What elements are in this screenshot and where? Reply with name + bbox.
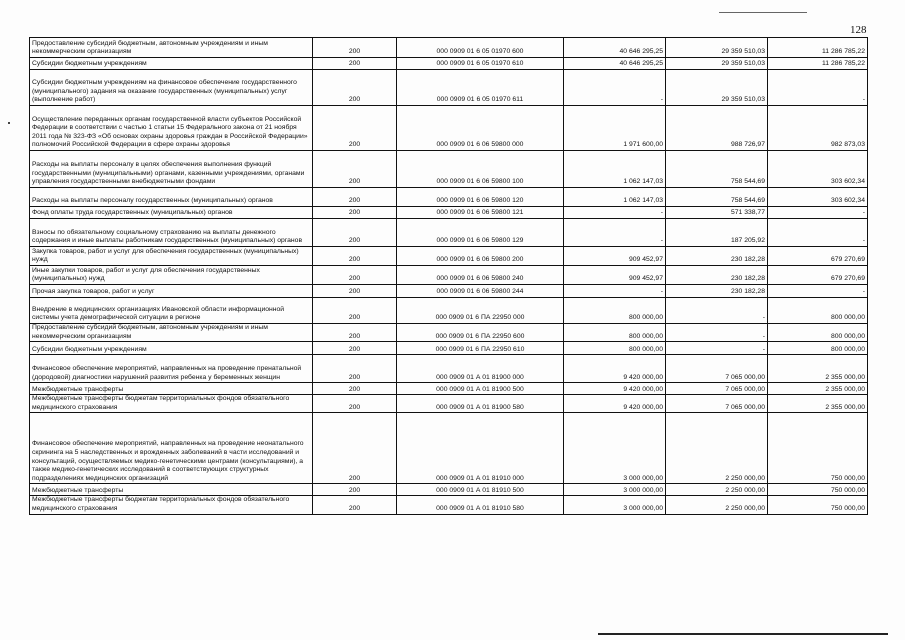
executed-amount: 187 205,92	[666, 219, 768, 247]
dept-code: 200	[313, 266, 397, 285]
executed-amount: 2 250 000,00	[666, 413, 768, 484]
row-name: Взносы по обязательному социальному страхованию на выплаты денежного содержания и иные выплаты работникам государственных (муниципальных) органов	[30, 219, 313, 247]
remaining-amount: -	[768, 207, 868, 219]
budget-code: 000 0909 01 6 ПА 22950 000	[397, 298, 564, 324]
table-row	[30, 38, 868, 58]
approved-amount: 40 646 295,25	[564, 58, 666, 70]
budget-code: 000 0909 01 6 06 59800 100	[397, 151, 564, 188]
row-name: Субсидии бюджетным учреждениям	[30, 58, 313, 70]
dept-code: 200	[313, 496, 397, 514]
executed-amount: 230 182,28	[666, 266, 768, 285]
approved-amount: 1 062 147,03	[564, 188, 666, 207]
budget-code: 000 0909 01 6 05 01970 610	[397, 58, 564, 70]
table-row	[30, 247, 868, 266]
row-name: Расходы на выплаты персоналу государственных (муниципальных) органов	[30, 188, 313, 207]
budget-code: 000 0909 01 6 06 59800 200	[397, 247, 564, 266]
approved-amount: 800 000,00	[564, 342, 666, 355]
remaining-amount: 800 000,00	[768, 324, 868, 342]
dept-code: 200	[313, 247, 397, 266]
executed-amount: 758 544,69	[666, 188, 768, 207]
dept-code: 200	[313, 298, 397, 324]
row-name: Финансовое обеспечение мероприятий, направленных на проведение пренатальной (дородовой) диагностики нарушений развития ребенка у беременных женщин	[30, 355, 313, 383]
row-name: Межбюджетные трансферты	[30, 383, 313, 395]
table-row	[30, 58, 868, 70]
budget-code: 000 0909 01 6 05 01970 600	[397, 38, 564, 58]
table-row	[30, 285, 868, 298]
executed-amount: 230 182,28	[666, 247, 768, 266]
remaining-amount: 303 602,34	[768, 188, 868, 207]
dept-code: 200	[313, 395, 397, 413]
budget-code: 000 0909 01 А 01 81910 500	[397, 484, 564, 496]
executed-amount: 7 065 000,00	[666, 355, 768, 383]
approved-amount: 800 000,00	[564, 324, 666, 342]
budget-code: 000 0909 01 А 01 81910 580	[397, 496, 564, 514]
budget-code: 000 0909 01 А 01 81900 580	[397, 395, 564, 413]
dept-code: 200	[313, 324, 397, 342]
remaining-amount: 11 286 785,22	[768, 38, 868, 58]
dept-code: 200	[313, 106, 397, 151]
budget-code: 000 0909 01 6 ПА 22950 600	[397, 324, 564, 342]
remaining-amount: 11 286 785,22	[768, 58, 868, 70]
row-name: Фонд оплаты труда государственных (муниципальных) органов	[30, 207, 313, 219]
remaining-amount: 2 355 000,00	[768, 383, 868, 395]
remaining-amount: 2 355 000,00	[768, 355, 868, 383]
remaining-amount: 679 270,69	[768, 266, 868, 285]
remaining-amount: 750 000,00	[768, 484, 868, 496]
dept-code: 200	[313, 484, 397, 496]
row-name: Иные закупки товаров, работ и услуг для обеспечения государственных (муниципальных) нужд	[30, 266, 313, 285]
row-name: Предоставление субсидий бюджетным, автономным учреждениям и иным некоммерческим организациям	[30, 324, 313, 342]
approved-amount: 3 000 000,00	[564, 413, 666, 484]
row-name: Межбюджетные трансферты бюджетам территориальных фондов обязательного медицинского страхования	[30, 496, 313, 514]
dept-code: 200	[313, 219, 397, 247]
table-row	[30, 298, 868, 324]
dept-code: 200	[313, 413, 397, 484]
remaining-amount: 679 270,69	[768, 247, 868, 266]
remaining-amount: 800 000,00	[768, 298, 868, 324]
row-name: Межбюджетные трансферты бюджетам территориальных фондов обязательного медицинского страхования	[30, 395, 313, 413]
table-row	[30, 151, 868, 188]
executed-amount: 29 359 510,03	[666, 70, 768, 106]
page-number: 128	[850, 24, 867, 36]
budget-code: 000 0909 01 А 01 81900 500	[397, 383, 564, 395]
approved-amount: 1 971 600,00	[564, 106, 666, 151]
table-row	[30, 395, 868, 413]
row-name: Предоставление субсидий бюджетным, автономным учреждениям и иным некоммерческим организациям	[30, 38, 313, 58]
budget-code: 000 0909 01 6 05 01970 611	[397, 70, 564, 106]
budget-code: 000 0909 01 6 06 59800 000	[397, 106, 564, 151]
budget-table	[29, 37, 868, 515]
budget-code: 000 0909 01 6 06 59800 240	[397, 266, 564, 285]
dept-code: 200	[313, 58, 397, 70]
budget-code: 000 0909 01 6 06 59800 121	[397, 207, 564, 219]
table-row	[30, 106, 868, 151]
margin-mark	[8, 122, 10, 124]
table-row	[30, 207, 868, 219]
approved-amount: 3 000 000,00	[564, 484, 666, 496]
bottom-rule	[598, 633, 888, 635]
table-row	[30, 484, 868, 496]
budget-code: 000 0909 01 А 01 81910 000	[397, 413, 564, 484]
table-row	[30, 496, 868, 514]
remaining-amount: 2 355 000,00	[768, 395, 868, 413]
table-body	[30, 38, 868, 515]
row-name: Субсидии бюджетным учреждениям	[30, 342, 313, 355]
table-row	[30, 219, 868, 247]
executed-amount: -	[666, 342, 768, 355]
row-name: Межбюджетные трансферты	[30, 484, 313, 496]
executed-amount: -	[666, 324, 768, 342]
remaining-amount: 750 000,00	[768, 496, 868, 514]
table-row	[30, 355, 868, 383]
dept-code: 200	[313, 285, 397, 298]
row-name: Финансовое обеспечение мероприятий, направленных на проведение неонатального скрининга на 5 наследственных и врожденных заболеваний в части исследований и консультаций, осуществляемых медико-генетическими центрами (консультациями), а также медико-генетических исследований в соответствующих структурных подразделениях медицинских организаций	[30, 413, 313, 484]
executed-amount: 7 065 000,00	[666, 383, 768, 395]
remaining-amount: 303 602,34	[768, 151, 868, 188]
dept-code: 200	[313, 70, 397, 106]
approved-amount: -	[564, 70, 666, 106]
row-name: Расходы на выплаты персоналу в целях обеспечения выполнения функций государственными (муниципальными) органами, казенными учреждениями, органами управления государственными внебюджетными фондами	[30, 151, 313, 188]
remaining-amount: -	[768, 285, 868, 298]
dept-code: 200	[313, 207, 397, 219]
approved-amount: -	[564, 207, 666, 219]
table-row	[30, 383, 868, 395]
dept-code: 200	[313, 38, 397, 58]
row-name: Внедрение в медицинских организациях Ивановской области информационной системы учета демографической ситуации в регионе	[30, 298, 313, 324]
table-row	[30, 324, 868, 342]
approved-amount: 3 000 000,00	[564, 496, 666, 514]
remaining-amount: -	[768, 219, 868, 247]
dept-code: 200	[313, 342, 397, 355]
approved-amount: 9 420 000,00	[564, 355, 666, 383]
budget-code: 000 0909 01 6 06 59800 129	[397, 219, 564, 247]
executed-amount: 758 544,69	[666, 151, 768, 188]
executed-amount: 571 338,77	[666, 207, 768, 219]
table-row	[30, 266, 868, 285]
remaining-amount: 800 000,00	[768, 342, 868, 355]
executed-amount: 2 250 000,00	[666, 484, 768, 496]
budget-code: 000 0909 01 6 ПА 22950 610	[397, 342, 564, 355]
approved-amount: 9 420 000,00	[564, 383, 666, 395]
dept-code: 200	[313, 355, 397, 383]
approved-amount: 909 452,97	[564, 247, 666, 266]
executed-amount: 2 250 000,00	[666, 496, 768, 514]
dept-code: 200	[313, 383, 397, 395]
executed-amount: 29 359 510,03	[666, 58, 768, 70]
row-name: Осуществление переданных органам государственной власти субъектов Российской Федерации в соответствии с частью 1 статьи 15 Федерального закона от 21 ноября 2011 года № 323-ФЗ «Об основах охраны здоровья граждан в Российской Федерации» полномочий Российской Федерации в сфере охраны здоровья	[30, 106, 313, 151]
approved-amount: 1 062 147,03	[564, 151, 666, 188]
row-name: Субсидии бюджетным учреждениям на финансовое обеспечение государственного (муниципального) задания на оказание государственных (муниципальных) услуг (выполнение работ)	[30, 70, 313, 106]
table-row	[30, 188, 868, 207]
approved-amount: -	[564, 219, 666, 247]
approved-amount: 909 452,97	[564, 266, 666, 285]
row-name: Закупка товаров, работ и услуг для обеспечения государственных (муниципальных) нужд	[30, 247, 313, 266]
remaining-amount: 982 873,03	[768, 106, 868, 151]
executed-amount: 29 359 510,03	[666, 38, 768, 58]
executed-amount: 7 065 000,00	[666, 395, 768, 413]
top-rule	[719, 12, 807, 13]
approved-amount: 40 646 295,25	[564, 38, 666, 58]
remaining-amount: 750 000,00	[768, 413, 868, 484]
budget-code: 000 0909 01 6 06 59800 244	[397, 285, 564, 298]
table-row	[30, 70, 868, 106]
approved-amount: 800 000,00	[564, 298, 666, 324]
approved-amount: 9 420 000,00	[564, 395, 666, 413]
executed-amount: 230 182,28	[666, 285, 768, 298]
approved-amount: -	[564, 285, 666, 298]
remaining-amount: -	[768, 70, 868, 106]
executed-amount: -	[666, 298, 768, 324]
budget-code: 000 0909 01 6 06 59800 120	[397, 188, 564, 207]
dept-code: 200	[313, 151, 397, 188]
table-row	[30, 413, 868, 484]
dept-code: 200	[313, 188, 397, 207]
table-row	[30, 342, 868, 355]
row-name: Прочая закупка товаров, работ и услуг	[30, 285, 313, 298]
budget-code: 000 0909 01 А 01 81900 000	[397, 355, 564, 383]
executed-amount: 988 726,97	[666, 106, 768, 151]
